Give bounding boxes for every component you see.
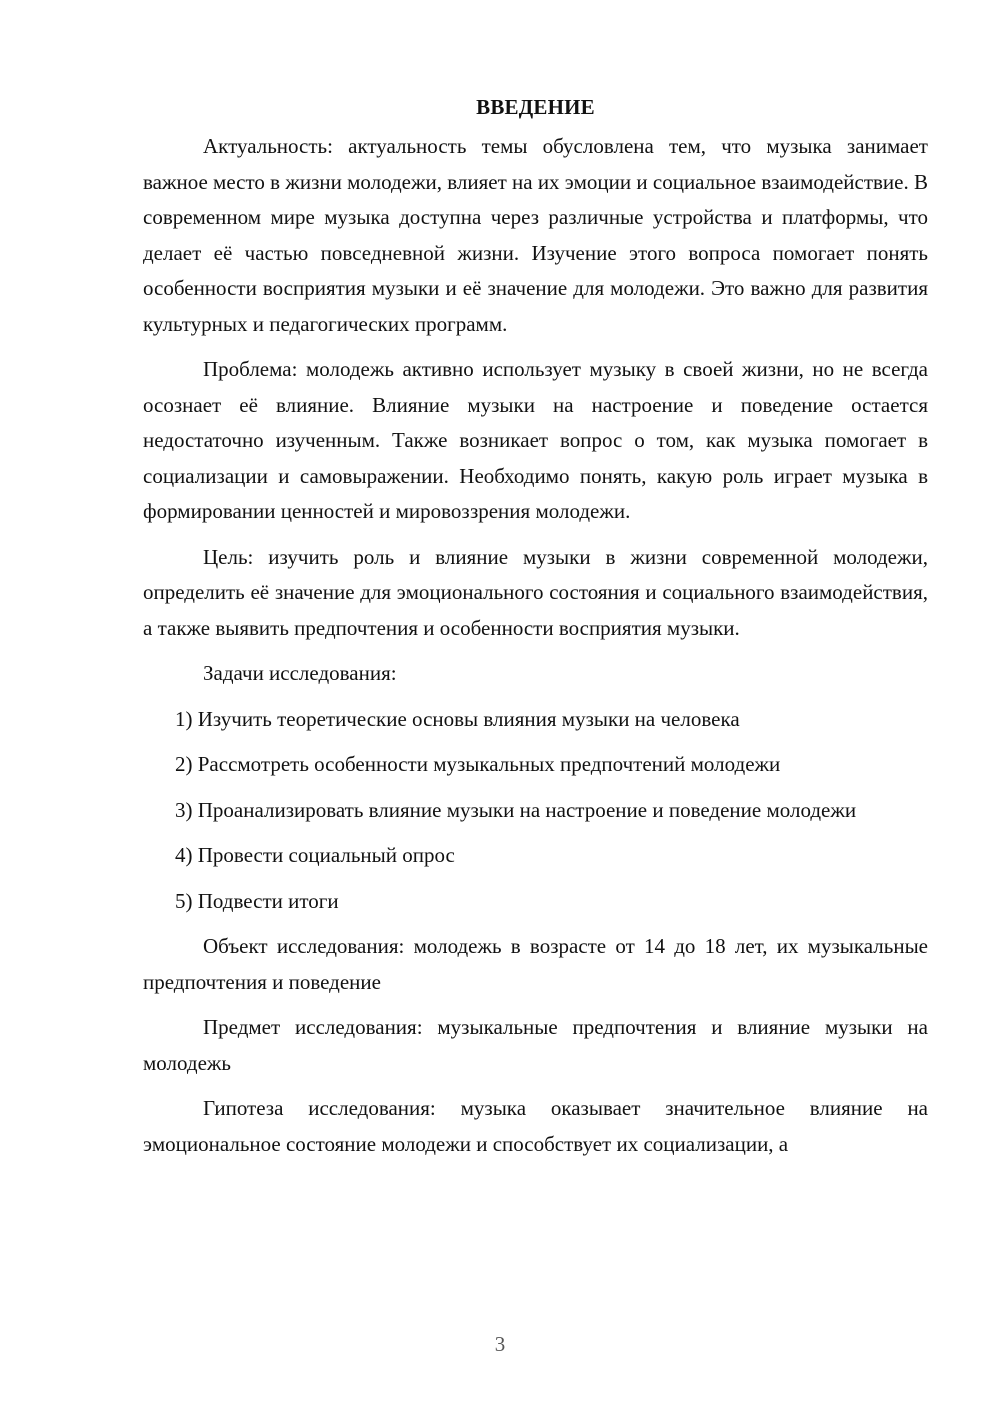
task-item-1: 1) Изучить теоретические основы влияния музыки на человека xyxy=(175,706,740,731)
page-number: 3 xyxy=(494,1332,506,1356)
paragraph-subject: Предмет исследования: музыкальные предпочтения и влияние музыки на молодежь xyxy=(143,1015,928,1075)
paragraph-goal: Цель: изучить роль и влияние музыки в жизни современной молодежи, определить её значение для эмоционального состояния и социального взаимодействия, а также выявить предпочтения и особенности восприятия музыки. xyxy=(143,544,928,640)
paragraph-hypothesis: Гипотеза исследования: музыка оказывает значительное влияние на эмоциональное состояние молодежи и способствует их социализации, а xyxy=(143,1096,928,1156)
task-item-4: 4) Провести социальный опрос xyxy=(175,843,455,867)
paragraph-object: Объект исследования: молодежь в возрасте от 14 до 18 лет, их музыкальные предпочтения и поведение xyxy=(143,934,928,994)
tasks-heading: Задачи исследования: xyxy=(203,661,397,685)
document-page xyxy=(143,90,928,1172)
task-item-3: 3) Проанализировать влияние музыки на настроение и поведение молодежи xyxy=(175,797,857,822)
paragraph-problem: Проблема: молодежь активно использует музыку в своей жизни, но не всегда осознает её влияние. Влияние музыки на настроение и поведение остается недостаточно изученным. Также возникает вопрос о том, как музыка помогает в социализации и самовыражении. Необходимо понять, какую роль играет музыка в формировании ценностей и мировоззрения молодежи. xyxy=(143,357,928,523)
task-item-5: 5) Подвести итоги xyxy=(175,888,339,913)
page-title: ВВЕДЕНИЕ xyxy=(476,95,595,119)
paragraph-relevance: Актуальность: актуальность темы обусловлена тем, что музыка занимает важное место в жизни молодежи, влияет на их эмоции и социальное взаимодействие. В современном мире музыка доступна через различные устройства и платформы, что делает её частью повседневной жизни. Изучение этого вопроса помогает понять особенности восприятия музыки и её значение для молодежи. Это важно для развития культурных и педагогических программ. xyxy=(143,134,928,336)
task-item-2: 2) Рассмотреть особенности музыкальных предпочтений молодежи xyxy=(175,752,781,776)
